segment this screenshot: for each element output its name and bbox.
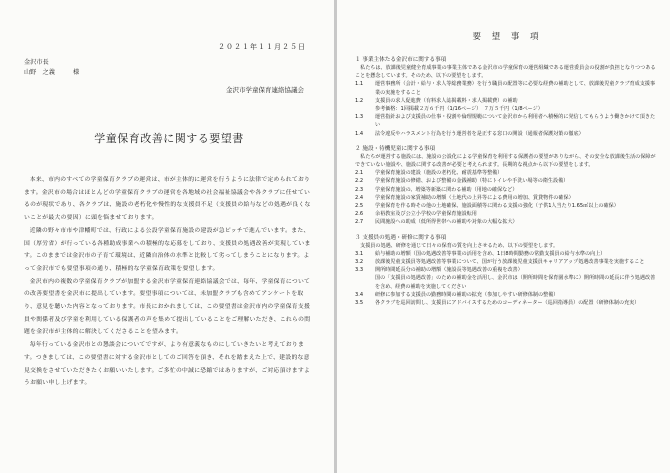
section-heading: ３ 支援員の処遇・研修に関する事項 [355, 234, 447, 241]
request-item-text: 学童保育施設の、増築等新築に関わる補助（用地の確保など） [375, 186, 518, 193]
request-item-text: 学童保育施設の建設（施設の老朽化、耐震基準等整備） [375, 170, 503, 177]
section-heading: ２ 施設・待機児童に関する事項 [355, 145, 436, 152]
request-item [355, 299, 660, 307]
request-item [355, 274, 660, 290]
request-item-text: 学童保育施設の家賃補助の増額（土地代の上昇等による費用の増加、賃貸物件の確保） [375, 194, 574, 201]
request-item [355, 113, 660, 129]
request-item-text: 各クラブを巡回訪問し、支援員にアドバイスするためのコーディネーター（巡回指導員）の配置（研修体制の充実） [375, 300, 640, 307]
request-item-number: 1.2 [355, 97, 364, 104]
section-heading: １ 事業主体たる金沢市に関する事項 [355, 57, 447, 63]
request-item-number: 2.6 [355, 211, 364, 218]
request-section [355, 145, 660, 227]
request-item-text: 国の「支援員の処遇改善」のための補助金を活用し、金沢市は（開所時間を保育園水準に）開所時間の延長に伴う処遇改善を含め、経費の補助を実施してください [375, 275, 656, 290]
requests-sections [355, 56, 660, 307]
request-item-text: 学童保育施設の修繕、および整備の金銭補助（特にトイレや手洗い場等の衛生設備） [375, 178, 569, 185]
request-item-number [355, 105, 375, 113]
request-item [355, 210, 660, 218]
request-item-text: 開所時間延長分の補助の増額（施設長等処遇改善の重複を改善） [375, 267, 523, 274]
request-item-number: 2.4 [355, 194, 364, 201]
request-item [355, 105, 660, 113]
request-item-text: 研修に参加する支援員の勤務時間の補助の拡充（参加しやすい研修体制の整備） [375, 291, 559, 298]
request-item [355, 250, 660, 258]
letter-date: ２０２１年１１月２５日 [218, 43, 306, 51]
request-item [355, 186, 660, 194]
sender-organization: 金沢市学童保育連絡協議会 [226, 86, 304, 94]
request-item-text: 放課後児童支援員等処遇改善等事業について、国が行う放課後児童支援員キャリアアップ処遇改善事業を実施すること [375, 259, 645, 266]
request-item-number: 1.3 [355, 114, 364, 121]
request-item [355, 177, 660, 185]
request-item [355, 266, 660, 274]
letter-paragraph: 本来、市内のすべての学童保育クラブの運営は、市が主体的に運営を行うように法律で定められております。金沢市の場合はほとんどの学童保育クラブの運営を各地域の社会福祉協議会や各クラブに任せているのが現状であり、各クラブは、施設の老朽化や慢性的な支援員不足（支援員の給与などの処遇が良くないことが最大の要因）に頭を悩ませております。 [24, 177, 311, 222]
section-intro: 支援員の処遇、研修を通じて日々の保育の質を向上させるため、以下の要望をします。 [360, 242, 559, 249]
request-item-number: 1.4 [355, 130, 364, 137]
recipient-name: 山野 之義 [24, 69, 55, 76]
request-item-text: 給与補助の増額（国の処遇改善等事業の活用を含め、1日8時間勤務の常勤支援員の給与水準の向上） [375, 250, 606, 257]
request-item-number: 3.3 [355, 267, 364, 274]
request-item [355, 202, 660, 210]
request-item [355, 97, 660, 105]
recipient-title: 金沢市長 [24, 59, 49, 66]
request-item-text: 運営事務所（会計・給与・求人等総務業務）を行う職員の配置等に必要な経費の補助として、放課後児童クラブ育成支援事業の実施をすること [375, 81, 656, 96]
request-item-number: 3.1 [355, 250, 364, 257]
section-intro: 私たちは、放課後児童健全育成事業の事業主体である金沢市の学童保育の運営組織である運営委員会の役割が負担となりつつあることを懸念しています。そのため、以下の要望をします。 [355, 65, 656, 80]
letter-paragraph: 近隣の野々市市や津幡町では、行政による公設学童保育施設の建設が急ピッチで進んでいます。また、国（厚労省）が行っている各種助成事業への積極的な応募をしており、支援員の処遇改善が実現しています。このままでは金沢市の子育て環境は、近隣自治体の水準と比較して劣ってしまうことになります。よって金沢市でも要望事項の通り、積極的な学童保育政策を要望します。 [24, 227, 311, 272]
requests-page [337, 0, 670, 473]
request-item [355, 291, 660, 299]
request-item-number: 1.1 [355, 81, 364, 88]
letter-body [24, 174, 314, 390]
letter-paragraph: 金沢市内の複数の学童保育クラブが加盟する金沢市学童保育連絡協議会では、毎年、学童保育についての改善要望書を金沢市に提出しています。要望事項については、未加盟クラブも含めてアンケートを取り、意見を聴いた内容となっております。市長におかれましては、この要望書は金沢市内の学童保育支援員や関係者及び学童を利用している保護者の声を集めて提出していることをご理解いただき、これらの問題を金沢市が主体的に解決してくださることを望みます。 [24, 278, 311, 336]
section-intro: 私たちが運営する施設には、施設の公設化による学童保育を利用する保護者の要望がありながら、その安全な放課後生活の保障ができていない施設や、施設に関する改善が必要と考えられます。長期的な視点から以下の要望をします。 [355, 153, 656, 169]
request-item-number: 2.7 [355, 219, 364, 226]
request-item [355, 258, 660, 266]
request-item-text: 参考価格：1回掲載２万６千円（1/16ページ） ７万５千円（1/8ページ） [375, 106, 543, 113]
request-item-text: 学童保育を作る時その他の土地確保、施設面積等に関わる支援の強化（子供1人当たり1.65㎡以上の確保） [375, 203, 619, 210]
letter-page [0, 0, 334, 473]
request-item-number: 3.4 [355, 291, 364, 298]
request-item-number: 2.5 [355, 203, 364, 210]
request-item [355, 130, 660, 138]
request-item-number: 2.3 [355, 186, 364, 193]
request-item-text: 民間施設への助成（低所得世帯への補助や対象の大幅な拡大） [375, 219, 518, 226]
request-item-text: 法令違反やハラスメント行為を行う運営者を是正する窓口の開設（通報者保護対策の徹底） [375, 130, 584, 137]
request-item-number: 3.2 [355, 259, 364, 266]
request-item [355, 169, 660, 177]
request-item-number: 2.2 [355, 178, 364, 185]
request-item-text: 余裕教室及び公立小学校の学童保育施設転用 [375, 211, 477, 218]
recipient-name-line [24, 68, 314, 78]
request-item [355, 80, 660, 96]
recipient-block [24, 58, 314, 78]
request-item [355, 218, 660, 226]
requests-title: 要 望 事 項 [472, 32, 543, 42]
request-item-number: 3.5 [355, 300, 364, 307]
request-section [355, 234, 660, 308]
request-section [355, 56, 660, 138]
letter-title: 学童保育改善に関する要望書 [94, 132, 244, 145]
request-item-number: 2.1 [355, 170, 364, 177]
request-item [355, 194, 660, 202]
request-item-number [355, 274, 375, 290]
recipient-honorific: 様 [72, 69, 80, 76]
request-item-text: 支援員の求人促進費（有料求人誌掲載料・求人掲載費）の補助 [375, 97, 518, 104]
letter-paragraph: 毎年行っている金沢市との懇談会についてですが、より有意義なものにしていきたいと考えております。つきましては、この要望書に対する金沢市としてのご回答を頂き、それを踏まえた上で、建設的な意見交換をさせていただきたくお願いいたします。ご多忙の中誠に恐縮ではありますが、ご対応頂けますようお願い申し上げます。 [24, 342, 311, 387]
request-item-text: 運営指針および支援員の仕事・役割や倫理規範について金沢市から利用者へ積極的に発信してもらうよう働きかけて頂きたい [375, 114, 656, 129]
